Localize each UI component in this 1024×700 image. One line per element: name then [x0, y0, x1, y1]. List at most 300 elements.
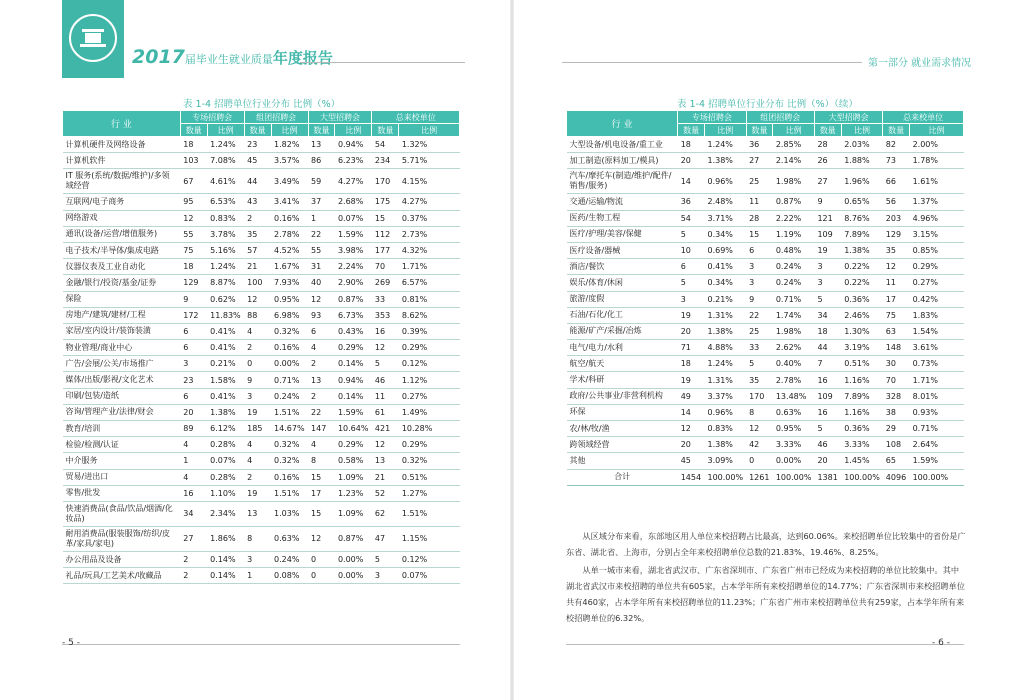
count-cell: 3 [244, 551, 271, 567]
count-cell: 73 [883, 153, 910, 169]
ratio-cell: 0.14% [207, 568, 244, 584]
ratio-cell: 1.88% [841, 153, 883, 169]
count-cell: 6 [308, 323, 335, 339]
ratio-cell: 1.24% [704, 137, 746, 153]
count-cell: 0 [746, 453, 773, 469]
table-row [567, 275, 964, 291]
ratio-cell: 1.59% [335, 226, 372, 242]
count-cell: 4 [308, 437, 335, 453]
ratio-cell: 3.37% [704, 388, 746, 404]
ratio-cell: 3.15% [910, 226, 964, 242]
ratio-cell: 6.73% [335, 307, 372, 323]
table-row [63, 210, 460, 226]
ratio-cell: 2.03% [841, 137, 883, 153]
group-header: 组团招聘会 [244, 111, 308, 124]
ratio-cell: 0.43% [335, 323, 372, 339]
table-row [567, 194, 964, 210]
ratio-cell: 0.34% [704, 226, 746, 242]
count-cell: 12 [180, 210, 207, 226]
count-cell: 35 [746, 372, 773, 388]
ratio-cell: 4.15% [399, 169, 460, 194]
count-cell: 13 [372, 453, 399, 469]
ratio-cell: 0.27% [910, 275, 964, 291]
table-row [567, 437, 964, 453]
count-cell: 47 [372, 526, 399, 551]
ratio-cell: 1.96% [841, 169, 883, 194]
ratio-cell: 0.00% [773, 453, 815, 469]
count-cell: 1 [180, 453, 207, 469]
count-cell: 71 [678, 340, 705, 356]
table-row [63, 153, 460, 169]
ratio-cell: 0.24% [271, 388, 308, 404]
count-cell: 44 [244, 169, 271, 194]
count-cell: 4096 [883, 469, 910, 485]
industry-name: 媒体/出版/影视/文化艺术 [63, 372, 181, 388]
industry-name: 零售/批发 [63, 485, 181, 501]
count-cell: 6 [180, 323, 207, 339]
table-row [567, 404, 964, 420]
ratio-cell: 1.51% [271, 404, 308, 420]
count-cell: 21 [244, 259, 271, 275]
count-cell: 38 [883, 404, 910, 420]
ratio-cell: 0.16% [271, 469, 308, 485]
table-row [63, 526, 460, 551]
university-logo [62, 0, 124, 78]
count-cell: 45 [678, 453, 705, 469]
count-cell: 16 [814, 372, 841, 388]
ratio-cell: 1.09% [335, 469, 372, 485]
count-cell: 88 [244, 307, 271, 323]
ratio-cell: 1.23% [335, 485, 372, 501]
count-cell: 59 [308, 169, 335, 194]
ratio-cell: 1.32% [399, 137, 460, 153]
ratio-cell: 0.36% [841, 421, 883, 437]
count-cell: 75 [883, 307, 910, 323]
industry-name: 交通/运输/物流 [567, 194, 678, 210]
table-row [63, 194, 460, 210]
count-cell: 18 [180, 137, 207, 153]
count-cell: 5 [814, 421, 841, 437]
industry-name: 电子技术/半导体/集成电路 [63, 242, 181, 258]
ratio-header: 比例 [910, 124, 964, 137]
industry-name: 跨领域经营 [567, 437, 678, 453]
count-cell: 31 [308, 259, 335, 275]
group-header: 专场招聘会 [180, 111, 244, 124]
count-cell: 22 [308, 404, 335, 420]
ratio-cell: 1.24% [704, 356, 746, 372]
table-row [63, 259, 460, 275]
count-cell: 3 [180, 356, 207, 372]
ratio-cell: 0.63% [773, 404, 815, 420]
report-title-main: 年度报告 [272, 49, 333, 67]
industry-name: 家居/室内设计/装饰装潢 [63, 323, 181, 339]
count-cell: 0 [308, 568, 335, 584]
count-cell: 15 [308, 469, 335, 485]
count-cell: 18 [814, 323, 841, 339]
table-row [63, 323, 460, 339]
ratio-cell: 0.07% [399, 568, 460, 584]
count-cell: 6 [180, 388, 207, 404]
count-cell: 23 [244, 137, 271, 153]
ratio-cell: 2.90% [335, 275, 372, 291]
table-title: 表 1-4 招聘单位行业分布 比例（%）（续） [677, 99, 858, 110]
ratio-cell: 0.32% [271, 453, 308, 469]
count-cell: 2 [180, 551, 207, 567]
ratio-cell: 3.61% [910, 340, 964, 356]
count-cell: 33 [746, 340, 773, 356]
ratio-cell: 3.98% [335, 242, 372, 258]
table-row [567, 169, 964, 194]
industry-name: 娱乐/体育/休闲 [567, 275, 678, 291]
table-row [63, 568, 460, 584]
ratio-cell: 0.29% [335, 340, 372, 356]
count-cell: 28 [814, 137, 841, 153]
ratio-cell: 0.37% [399, 210, 460, 226]
ratio-cell: 1.38% [841, 242, 883, 258]
count-cell: 29 [883, 421, 910, 437]
count-cell: 27 [814, 169, 841, 194]
count-cell: 112 [372, 226, 399, 242]
ratio-cell: 3.09% [704, 453, 746, 469]
ratio-cell: 7.89% [841, 226, 883, 242]
count-cell: 328 [883, 388, 910, 404]
count-cell: 12 [746, 421, 773, 437]
ratio-cell: 1.30% [841, 323, 883, 339]
count-cell: 15 [308, 501, 335, 526]
paragraph: 从区域分布来看，东部地区用人单位来校招聘占比最高，达到60.06%。来校招聘单位比较集中的省份是广东省、湖北省、上海市，分别占全年来校招聘单位总数的21.83%、19.46%、8.25%。 [566, 531, 966, 557]
ratio-cell: 4.27% [335, 169, 372, 194]
count-cell: 18 [180, 259, 207, 275]
table-row [63, 291, 460, 307]
count-cell: 6 [678, 259, 705, 275]
count-cell: 2 [244, 340, 271, 356]
industry-name: 酒店/餐饮 [567, 259, 678, 275]
industry-name: 其他 [567, 453, 678, 469]
count-cell: 2 [308, 356, 335, 372]
ratio-cell: 0.24% [271, 551, 308, 567]
count-cell: 9 [746, 291, 773, 307]
ratio-cell: 0.65% [841, 194, 883, 210]
industry-name: 咨询/管理产业/法律/财会 [63, 404, 181, 420]
table-row [63, 226, 460, 242]
count-cell: 9 [814, 194, 841, 210]
ratio-header: 比例 [399, 124, 460, 137]
ratio-cell: 0.71% [773, 291, 815, 307]
count-cell: 44 [814, 340, 841, 356]
ratio-cell: 0.08% [271, 568, 308, 584]
industry-name: 保险 [63, 291, 181, 307]
ratio-cell: 0.29% [910, 259, 964, 275]
count-cell: 109 [814, 388, 841, 404]
total-label: 合计 [567, 469, 678, 485]
count-cell: 36 [678, 194, 705, 210]
ratio-cell: 0.42% [910, 291, 964, 307]
industry-name: 房地产/建筑/建材/工程 [63, 307, 181, 323]
ratio-cell: 1.45% [841, 453, 883, 469]
ratio-cell: 0.58% [335, 453, 372, 469]
ratio-cell: 0.21% [207, 356, 244, 372]
count-cell: 19 [244, 404, 271, 420]
report-subtitle: 届毕业生就业质量 [184, 53, 273, 66]
ratio-cell: 0.62% [207, 291, 244, 307]
count-cell: 5 [678, 226, 705, 242]
ratio-cell: 0.39% [399, 323, 460, 339]
ratio-cell: 0.14% [207, 551, 244, 567]
count-cell: 10 [678, 242, 705, 258]
ratio-cell: 3.33% [773, 437, 815, 453]
ratio-cell: 6.23% [335, 153, 372, 169]
industry-table-right [566, 110, 964, 486]
table-row [567, 210, 964, 226]
industry-name: 广告/会展/公关/市场推广 [63, 356, 181, 372]
ratio-cell: 0.94% [335, 372, 372, 388]
count-cell: 1 [244, 568, 271, 584]
count-cell: 45 [244, 153, 271, 169]
ratio-cell: 0.14% [335, 388, 372, 404]
count-cell: 34 [814, 307, 841, 323]
group-header: 大型招聘会 [308, 111, 372, 124]
count-cell: 20 [678, 323, 705, 339]
industry-name: 能源/矿产/采掘/冶炼 [567, 323, 678, 339]
count-cell: 172 [180, 307, 207, 323]
ratio-cell: 1.31% [704, 372, 746, 388]
industry-name: 计算机硬件及网络设备 [63, 137, 181, 153]
count-cell: 19 [678, 307, 705, 323]
ratio-cell: 0.41% [207, 340, 244, 356]
ratio-cell: 2.62% [773, 340, 815, 356]
count-cell: 12 [372, 437, 399, 453]
ratio-cell: 0.71% [271, 372, 308, 388]
table-row [63, 242, 460, 258]
count-cell: 121 [814, 210, 841, 226]
ratio-cell: 0.00% [335, 568, 372, 584]
count-cell: 46 [814, 437, 841, 453]
count-cell: 21 [372, 469, 399, 485]
count-header: 数量 [746, 124, 773, 137]
ratio-cell: 0.69% [704, 242, 746, 258]
ratio-cell: 0.00% [271, 356, 308, 372]
footer-divider [566, 644, 964, 645]
table-row [567, 307, 964, 323]
count-cell: 234 [372, 153, 399, 169]
count-cell: 66 [883, 169, 910, 194]
ratio-cell: 1.38% [704, 323, 746, 339]
ratio-cell: 1.71% [910, 372, 964, 388]
ratio-cell: 0.29% [399, 437, 460, 453]
industry-name: 旅游/度假 [567, 291, 678, 307]
count-cell: 3 [746, 275, 773, 291]
table-row [63, 551, 460, 567]
ratio-cell: 3.49% [271, 169, 308, 194]
count-cell: 3 [244, 388, 271, 404]
count-cell: 3 [372, 568, 399, 584]
table-row [567, 153, 964, 169]
count-cell: 4 [180, 437, 207, 453]
count-cell: 20 [814, 453, 841, 469]
count-cell: 12 [372, 340, 399, 356]
count-cell: 170 [746, 388, 773, 404]
paragraph: 从单一城市来看，湖北省武汉市、广东省深圳市、广东省广州市已经成为来校招聘的单位比较集中。其中湖北省武汉市来校招聘的单位共有605家，占本学年所有来校招聘单位的14.77%；广东省深圳市来校招聘单位共有460家，占本学年所有来校招聘单位的11.23%；广东省广州市来校招聘单位共有259家，占本学年所有来校招聘单位的6.32%。 [566, 565, 965, 623]
table-row [567, 137, 964, 153]
count-cell: 13 [308, 137, 335, 153]
count-cell: 0 [244, 356, 271, 372]
ratio-cell: 7.89% [841, 388, 883, 404]
ratio-cell: 0.48% [773, 242, 815, 258]
group-header: 专场招聘会 [678, 111, 746, 124]
ratio-cell: 0.32% [271, 437, 308, 453]
count-cell: 22 [746, 307, 773, 323]
count-cell: 8 [244, 526, 271, 551]
ratio-cell: 5.16% [207, 242, 244, 258]
count-cell: 15 [746, 226, 773, 242]
ratio-cell: 1.16% [841, 404, 883, 420]
ratio-cell: 0.24% [773, 259, 815, 275]
table-body-right [567, 137, 964, 486]
industry-name: 礼品/玩具/工艺美术/收藏品 [63, 568, 181, 584]
table-row [567, 242, 964, 258]
industry-name: 通讯(设备/运营/增值服务) [63, 226, 181, 242]
ratio-cell: 0.83% [704, 421, 746, 437]
ratio-cell: 0.14% [335, 356, 372, 372]
ratio-cell: 3.19% [841, 340, 883, 356]
count-cell: 353 [372, 307, 399, 323]
count-cell: 26 [814, 153, 841, 169]
industry-name: 中介服务 [63, 453, 181, 469]
table-row [63, 469, 460, 485]
ratio-cell: 0.24% [773, 275, 815, 291]
industry-name: 环保 [567, 404, 678, 420]
count-cell: 28 [746, 210, 773, 226]
industry-name: 金融/银行/投资/基金/证券 [63, 275, 181, 291]
count-header: 数量 [814, 124, 841, 137]
count-cell: 89 [180, 421, 207, 437]
count-cell: 5 [678, 275, 705, 291]
ratio-header: 比例 [841, 124, 883, 137]
ratio-cell: 0.94% [335, 137, 372, 153]
ratio-cell: 0.16% [271, 340, 308, 356]
ratio-cell: 0.71% [910, 421, 964, 437]
header-divider [562, 62, 862, 63]
count-cell: 49 [678, 388, 705, 404]
count-cell: 148 [883, 340, 910, 356]
count-cell: 35 [244, 226, 271, 242]
industry-table-left [62, 110, 460, 584]
ratio-cell: 0.40% [773, 356, 815, 372]
industry-name: 医疗/护理/美容/保健 [567, 226, 678, 242]
footer-divider [62, 644, 460, 645]
count-cell: 19 [244, 485, 271, 501]
ratio-cell: 1.83% [910, 307, 964, 323]
ratio-cell: 0.87% [773, 194, 815, 210]
ratio-cell: 2.68% [335, 194, 372, 210]
count-cell: 18 [678, 137, 705, 153]
ratio-cell: 0.87% [335, 291, 372, 307]
count-cell: 12 [244, 291, 271, 307]
count-cell: 13 [244, 501, 271, 526]
ratio-cell: 1.49% [399, 404, 460, 420]
ratio-cell: 0.41% [207, 323, 244, 339]
industry-name: 汽车/摩托车(制造/维护/配件/销售/服务) [567, 169, 678, 194]
count-cell: 13 [308, 372, 335, 388]
ratio-cell: 100.00% [841, 469, 883, 485]
ratio-cell: 1.09% [335, 501, 372, 526]
ratio-cell: 2.34% [207, 501, 244, 526]
industry-name: 计算机软件 [63, 153, 181, 169]
count-cell: 23 [180, 372, 207, 388]
ratio-cell: 8.01% [910, 388, 964, 404]
ratio-cell: 4.61% [207, 169, 244, 194]
count-cell: 269 [372, 275, 399, 291]
count-cell: 33 [372, 291, 399, 307]
ratio-cell: 100.00% [704, 469, 746, 485]
page-number: - 5 - [62, 638, 80, 648]
count-cell: 4 [180, 469, 207, 485]
ratio-cell: 1.71% [399, 259, 460, 275]
ratio-cell: 1.03% [271, 501, 308, 526]
table-row [63, 501, 460, 526]
ratio-header: 比例 [207, 124, 244, 137]
ratio-cell: 8.76% [841, 210, 883, 226]
count-header: 数量 [180, 124, 207, 137]
industry-name: 办公用品及设备 [63, 551, 181, 567]
count-cell: 17 [883, 291, 910, 307]
count-cell: 95 [180, 194, 207, 210]
ratio-cell: 1.82% [271, 137, 308, 153]
group-header: 大型招聘会 [814, 111, 882, 124]
ratio-cell: 3.41% [271, 194, 308, 210]
ratio-cell: 5.71% [399, 153, 460, 169]
table-row [63, 437, 460, 453]
ratio-cell: 1.67% [271, 259, 308, 275]
count-cell: 6 [180, 340, 207, 356]
ratio-cell: 1.19% [773, 226, 815, 242]
count-cell: 27 [746, 153, 773, 169]
ratio-cell: 1.78% [910, 153, 964, 169]
table-row [63, 404, 460, 420]
industry-name: IT 服务(系统/数据/维护)/多领域经营 [63, 169, 181, 194]
count-cell: 65 [883, 453, 910, 469]
ratio-cell: 10.64% [335, 421, 372, 437]
count-cell: 5 [746, 356, 773, 372]
count-cell: 27 [180, 526, 207, 551]
ratio-cell: 1.16% [841, 372, 883, 388]
ratio-cell: 0.85% [910, 242, 964, 258]
count-cell: 46 [372, 372, 399, 388]
ratio-cell: 6.12% [207, 421, 244, 437]
count-cell: 5 [814, 291, 841, 307]
table-row [63, 372, 460, 388]
page-number: - 6 - [932, 638, 950, 648]
count-cell: 11 [372, 388, 399, 404]
count-cell: 3 [678, 291, 705, 307]
ratio-cell: 6.98% [271, 307, 308, 323]
count-cell: 109 [814, 226, 841, 242]
ratio-cell: 1.98% [773, 169, 815, 194]
count-cell: 43 [244, 194, 271, 210]
ratio-cell: 2.73% [399, 226, 460, 242]
count-cell: 177 [372, 242, 399, 258]
table-row [63, 356, 460, 372]
count-cell: 34 [180, 501, 207, 526]
count-cell: 20 [678, 153, 705, 169]
count-cell: 8 [746, 404, 773, 420]
count-cell: 2 [180, 568, 207, 584]
count-cell: 12 [308, 526, 335, 551]
ratio-cell: 0.51% [399, 469, 460, 485]
industry-name: 石油/石化/化工 [567, 307, 678, 323]
ratio-header: 比例 [271, 124, 308, 137]
industry-name: 印刷/包装/造纸 [63, 388, 181, 404]
